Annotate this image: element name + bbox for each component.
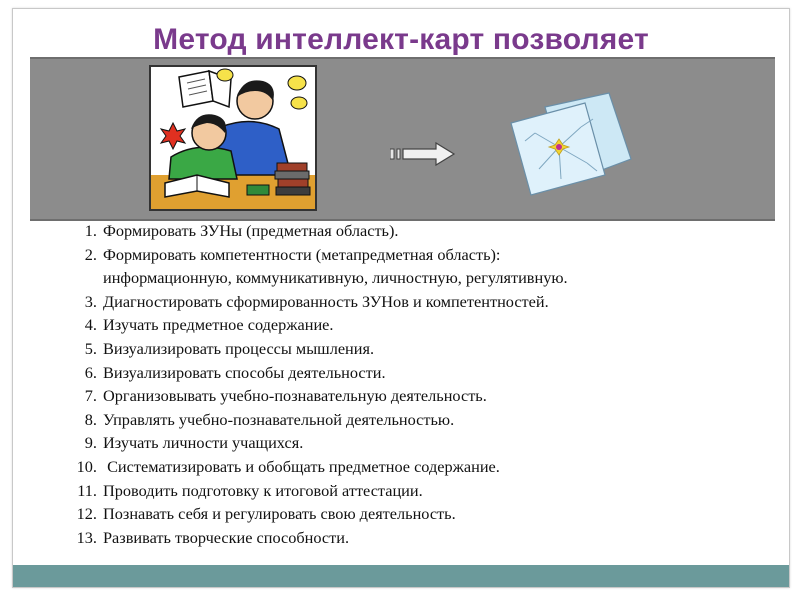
list-item (13, 408, 789, 432)
list-item-number: 9. (84, 433, 97, 453)
list-item (13, 361, 789, 385)
list-item (13, 455, 789, 479)
list-item-number: 6. (84, 362, 97, 382)
students-studying-illustration (149, 65, 317, 211)
list-item (13, 502, 789, 526)
list-item (13, 431, 789, 455)
list-item (13, 479, 789, 503)
list-item-text: Изучать предметное содержание. (103, 315, 334, 335)
mind-map-paper-illustration (505, 89, 635, 199)
list-item-text: Управлять учебно-познавательной деятельностью. (103, 409, 455, 429)
list-item-number: 11. (77, 480, 97, 500)
list-item (13, 243, 789, 290)
list-item-number: 7. (84, 386, 97, 406)
list-item-text: Проводить подготовку к итоговой аттестации. (103, 480, 423, 500)
list-item-text-continued: информационную, коммуникативную, личностную, регулятивную. (103, 268, 568, 288)
arrow-icon (390, 141, 456, 167)
list-item (13, 219, 789, 243)
list-item-text: Изучать личности учащихся. (103, 433, 304, 453)
list-item-number: 2. (84, 244, 97, 264)
list-item-number: 1. (84, 221, 97, 240)
footer-bar (13, 565, 789, 587)
list-item-text: Формировать компетентности (метапредметная область): (103, 244, 501, 264)
list-item-text: Систематизировать и обобщать предметное содержание. (103, 456, 500, 476)
list-item-number: 10. (76, 456, 97, 476)
list-item-number: 8. (84, 409, 97, 429)
capabilities-list (13, 219, 789, 549)
list-item (13, 290, 789, 314)
list-item-number: 13. (76, 527, 97, 547)
list-item-number: 5. (84, 338, 97, 358)
list-item-number: 3. (84, 291, 97, 311)
list-item (13, 337, 789, 361)
list-item-number: 4. (84, 315, 97, 335)
list-item-text: Познавать себя и регулировать свою деятельность. (103, 504, 456, 524)
slide-title: Метод интеллект-карт позволяет (153, 23, 649, 56)
slide (12, 8, 790, 588)
list-item (13, 526, 789, 550)
list-item-text: Диагностировать сформированность ЗУНов и компетентностей. (103, 291, 549, 311)
list-item-text: Организовывать учебно-познавательную деятельность. (103, 386, 487, 406)
list-item (13, 384, 789, 408)
list-item (13, 313, 789, 337)
list-item-text: Развивать творческие способности. (103, 527, 350, 547)
list-item-text: Формировать ЗУНы (предметная область). (103, 221, 399, 240)
list-item-text: Визуализировать способы деятельности. (103, 362, 386, 382)
list-item-text: Визуализировать процессы мышления. (103, 338, 375, 358)
illustration-banner (30, 57, 775, 221)
list-item-number: 12. (76, 504, 97, 524)
